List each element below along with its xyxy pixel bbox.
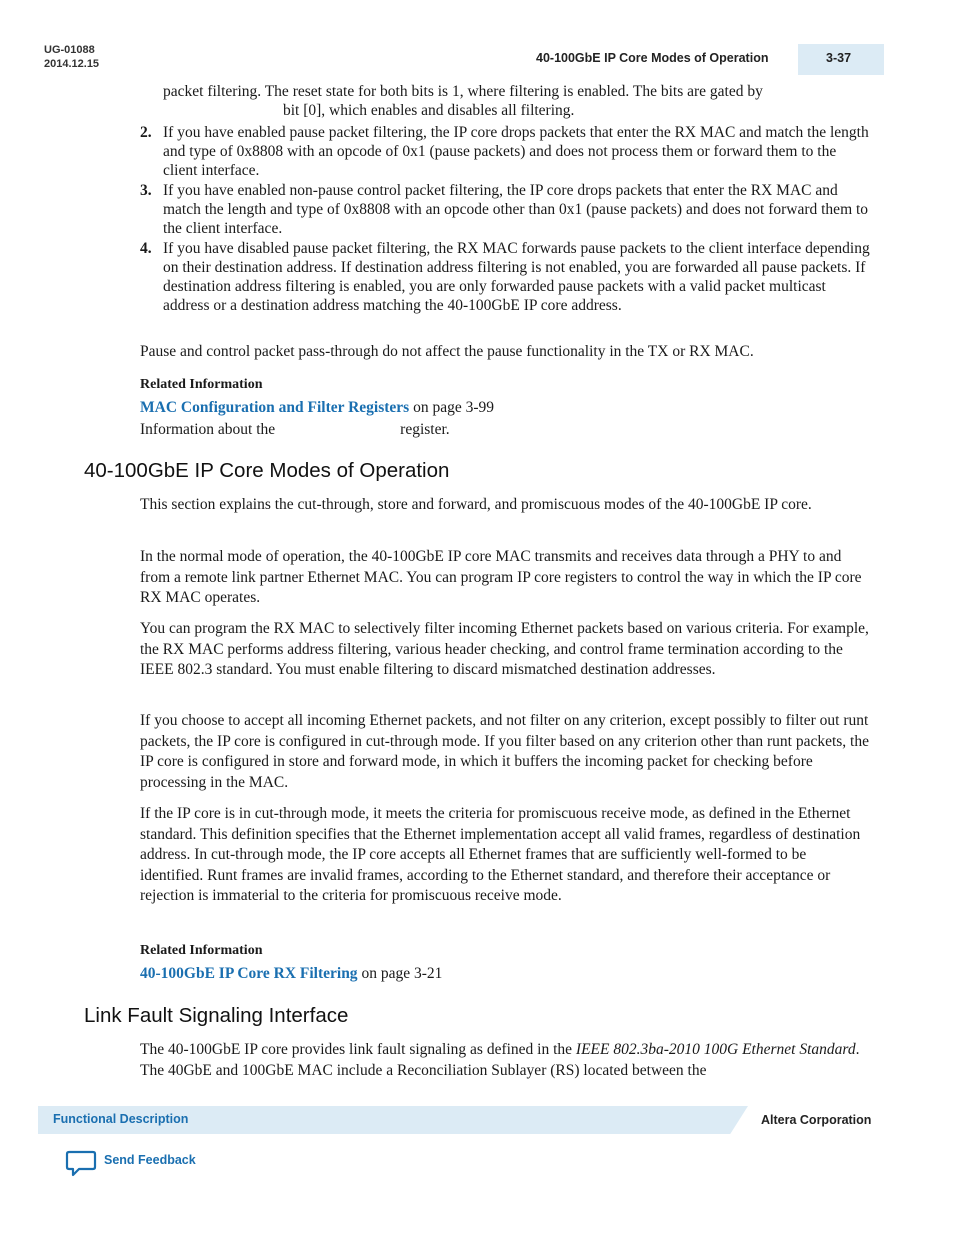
list-number: 2. xyxy=(140,124,152,141)
paragraph xyxy=(140,1040,870,1081)
paragraph: This section explains the cut-through, store and forward, and promiscuous modes of the 40-100GbE IP core. xyxy=(140,496,812,513)
paragraph-end: . The 40GbE and 100GbE MAC include a Reconciliation Sublayer (RS) located between the xyxy=(140,1041,860,1079)
paragraph: In the normal mode of operation, the 40-100GbE IP core MAC transmits and receives data through a PHY to and from a remote link partner Ethernet MAC. You can program IP core registers to control the way in which the IP core RX MAC operates. xyxy=(140,548,862,606)
footer-company: Altera Corporation xyxy=(761,1113,872,1127)
section-heading-modes: 40-100GbE IP Core Modes of Operation xyxy=(84,459,450,482)
list-text: If you have disabled pause packet filtering, the RX MAC forwards pause packets to the client interface depending on their destination address. If destination address filtering is not enabled, you are forwarded all pause packets. If destination address filtering is enabled, you are only forwarded pause packets with a valid packet multicast address or a destination address matching the 40‑100GbE IP core address. xyxy=(163,240,870,314)
list-number: 3. xyxy=(140,182,152,199)
related-link-line xyxy=(140,964,870,985)
running-title: 40-100GbE IP Core Modes of Operation xyxy=(536,51,769,65)
continuation-line-1: packet filtering. The reset state for both bits is 1, where filtering is enabled. The bits are gated by xyxy=(163,83,763,100)
list-item xyxy=(140,239,870,315)
related-page-ref: on page 3-21 xyxy=(357,965,443,982)
list-number: 4. xyxy=(140,240,152,257)
related-link-line xyxy=(140,398,870,419)
continuation-line-2: bit [0], which enables and disables all filtering. xyxy=(283,102,575,119)
list-text: If you have enabled non‑pause control packet filtering, the IP core drops packets that enter the RX MAC and match the length and type of 0x8808 with an opcode other than 0x1 (pause packets) and does not forward them to the client interface. xyxy=(163,182,869,237)
doc-number: UG-01088 xyxy=(44,44,95,56)
list-item xyxy=(140,123,870,180)
standard-title: IEEE 802.3ba-2010 100G Ethernet Standard xyxy=(575,1041,856,1058)
paragraph: You can program the RX MAC to selectively filter incoming Ethernet packets based on various criteria. For example, the RX MAC performs address filtering, various header checking, and control frame termination according to the IEEE 802.3 standard. You must enable filtering to discard mismatched destination addresses. xyxy=(140,620,869,678)
doc-date: 2014.12.15 xyxy=(44,58,100,70)
list-text: If you have enabled pause packet filtering, the IP core drops packets that enter the RX MAC and match the length and type of 0x8808 with an opcode of 0x1 (pause packets) and does not process them or forward them to the client interface. xyxy=(163,124,869,179)
list-item xyxy=(140,181,870,238)
rx-filtering-link[interactable]: 40-100GbE IP Core RX Filtering xyxy=(140,965,358,982)
paragraph-start: The 40‑100GbE IP core provides link fault signaling as defined in the xyxy=(140,1041,576,1058)
speech-bubble-icon[interactable] xyxy=(65,1150,97,1178)
related-info-description xyxy=(140,420,870,441)
related-info-suffix: register. xyxy=(400,421,450,438)
section-heading-link-fault: Link Fault Signaling Interface xyxy=(84,1004,349,1027)
doc-id-block xyxy=(44,43,99,71)
related-info-heading: Related Information xyxy=(140,943,263,958)
paragraph: If you choose to accept all incoming Ethernet packets, and not filter on any criterion, except possibly to filter out runt packets, the IP core is configured in cut‑through mode. If you filter based on any criterion other than runt packets, the IP core is configured in store and forward mode, in which it buffers the incoming packet for checking before processing in the MAC. xyxy=(140,712,869,791)
paragraph: If the IP core is in cut‑through mode, it meets the criteria for promiscuous receive mode, as defined in the Ethernet standard. This definition specifies that the Ethernet implementation accept all valid frames, regardless of destination address. In cut-through mode, the IP core accepts all Ethernet frames that are sufficiently well-formed to be identified. Runt frames are invalid frames, according to the Ethernet standard, and therefore their acceptance or rejection is immaterial to the criteria for promiscuous receive mode. xyxy=(140,805,861,904)
related-info-prefix: Information about the xyxy=(140,421,276,438)
footer-section-name: Functional Description xyxy=(53,1112,189,1126)
mac-config-filter-registers-link[interactable]: MAC Configuration and Filter Registers xyxy=(140,399,410,416)
page-number: 3-37 xyxy=(826,51,852,65)
send-feedback-link[interactable]: Send Feedback xyxy=(104,1153,196,1167)
related-page-ref: on page 3-99 xyxy=(409,399,495,416)
related-info-heading: Related Information xyxy=(140,377,263,392)
pause-note: Pause and control packet pass-through do not affect the pause functionality in the TX or RX MAC. xyxy=(140,343,754,360)
